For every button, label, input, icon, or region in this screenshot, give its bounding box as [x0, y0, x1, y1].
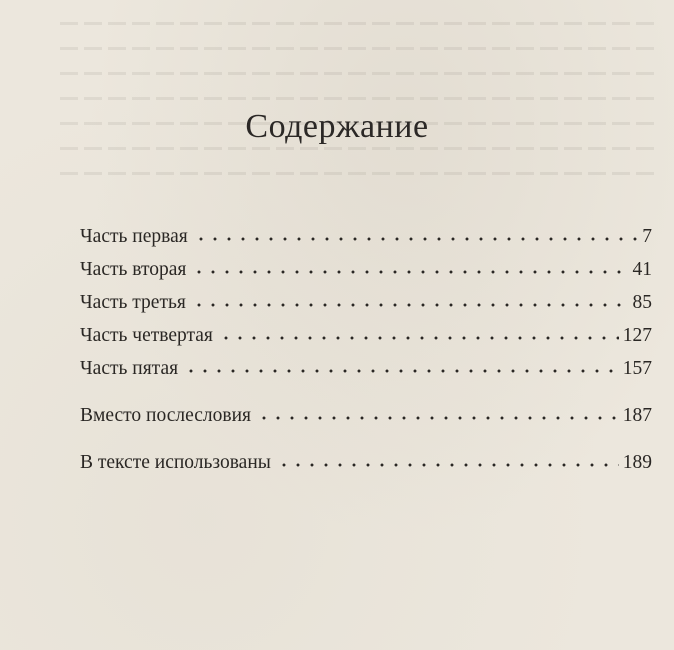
dot-leader: [192, 270, 628, 274]
toc-entry-label: Часть вторая: [80, 259, 187, 280]
toc-entry-page-number: 189: [622, 452, 652, 473]
toc-entry-part-1: [80, 220, 652, 253]
toc-entry-page-number: 157: [622, 358, 652, 379]
dot-leader: [192, 303, 629, 307]
page-title: Содержание: [245, 108, 429, 145]
dot-leader: [194, 237, 639, 241]
dot-leader: [277, 463, 619, 467]
dot-leader: [219, 336, 619, 340]
toc-entry-page-number: 187: [622, 405, 652, 426]
toc-entry-label: Часть пятая: [80, 358, 179, 379]
toc-entry-label: Часть третья: [80, 292, 186, 313]
toc-entry-page-number: 41: [632, 259, 652, 280]
toc-entry-afterword: [80, 399, 652, 432]
toc-entry-page-number: 85: [632, 292, 652, 313]
toc-entry-label: В тексте использованы: [80, 452, 271, 473]
toc-entry-label: Часть первая: [80, 226, 188, 247]
toc-entry-part-4: [80, 319, 652, 352]
table-of-contents: [80, 220, 652, 479]
toc-entry-part-2: [80, 253, 652, 286]
toc-entry-part-3: [80, 286, 652, 319]
toc-entry-label: Вместо послесловия: [80, 405, 251, 426]
toc-entry-page-number: 127: [622, 325, 652, 346]
toc-entry-part-5: [80, 352, 652, 385]
dot-leader: [184, 369, 619, 373]
toc-entry-references: [80, 446, 652, 479]
show-through-text: [60, 0, 660, 200]
toc-entry-page-number: 7: [642, 226, 652, 247]
toc-entry-label: Часть четвертая: [80, 325, 213, 346]
dot-leader: [257, 416, 619, 420]
